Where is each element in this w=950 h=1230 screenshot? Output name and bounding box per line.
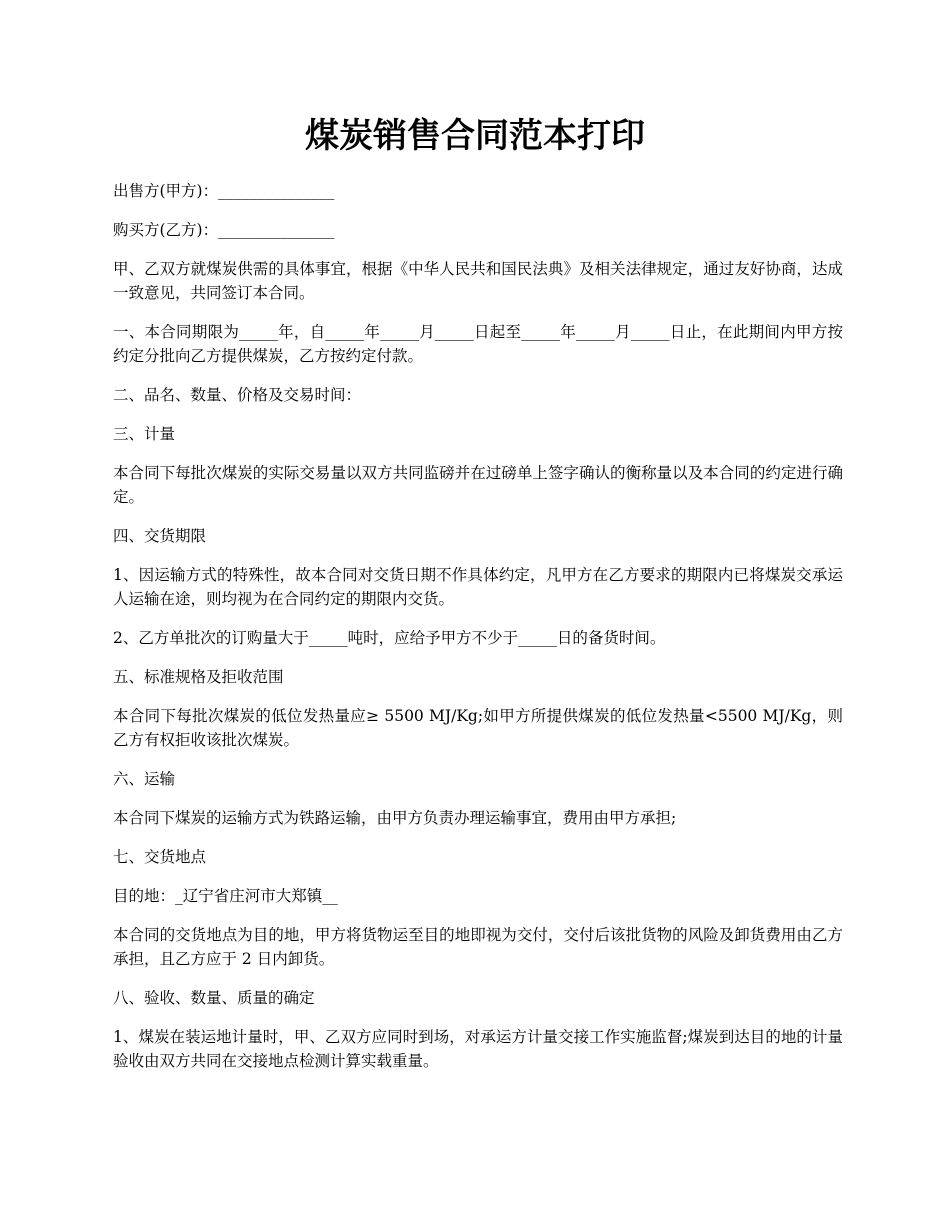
transport-paragraph: 本合同下煤炭的运输方式为铁路运输，由甲方负责办理运输事宜，费用由甲方承担; (113, 809, 677, 827)
buyer-line: 购买方(乙方)：_______________ (113, 221, 335, 239)
measurement-paragraph: 本合同下每批次煤炭的实际交易量以双方共同监磅并在过磅单上签字确认的衡称量以及本合同的约定进行确定。 (113, 464, 843, 506)
document-body (113, 179, 843, 1088)
preamble-paragraph: 甲、乙双方就煤炭供需的具体事宜，根据《中华人民共和国民法典》及相关法律规定，通过友好协商，达成一致意见，共同签订本合同。 (113, 260, 843, 302)
delivery-period-item-1: 1、因运输方式的特殊性，故本合同对交货日期不作具体约定，凡甲方在乙方要求的期限内已将煤炭交承运人运输在途，则均视为在合同约定的期限内交货。 (113, 566, 843, 608)
delivery-location-paragraph: 本合同的交货地点为目的地，甲方将货物运至目的地即视为交付，交付后该批货物的风险及卸货费用由乙方承担，且乙方应于 2 日内卸货。 (113, 926, 843, 968)
seller-line: 出售方(甲方)：_______________ (113, 182, 335, 200)
section-heading-standards: 五、标准规格及拒收范围 (113, 668, 284, 686)
section-heading-measurement: 三、计量 (113, 425, 176, 443)
destination-line: 目的地：_辽宁省庄河市大郑镇__ (113, 887, 338, 905)
delivery-period-item-2: 2、乙方单批次的订购量大于_____吨时，应给予甲方不少于_____日的备货时间。 (113, 629, 666, 647)
section-heading-transport: 六、运输 (113, 770, 176, 788)
document-title: 煤炭销售合同范本打印 (305, 116, 645, 156)
acceptance-item-1: 1、煤炭在装运地计量时，甲、乙双方应同时到场，对承运方计量交接工作实施监督;煤炭到达目的地的计量验收由双方共同在交接地点检测计算实载重量。 (113, 1028, 843, 1070)
section-heading-acceptance: 八、验收、数量、质量的确定 (113, 989, 315, 1007)
clause-term-paragraph: 一、本合同期限为_____年，自_____年_____月_____日起至_____年_____月_____日止，在此期间内甲方按约定分批向乙方提供煤炭，乙方按约定付款。 (113, 323, 843, 365)
section-heading-product: 二、品名、数量、价格及交易时间： (113, 386, 362, 404)
section-heading-delivery-period: 四、交货期限 (113, 527, 207, 545)
standards-paragraph: 本合同下每批次煤炭的低位发热量应≥ 5500 MJ/Kg;如甲方所提供煤炭的低位发热量<5500 MJ/Kg，则乙方有权拒收该批次煤炭。 (113, 707, 843, 749)
section-heading-delivery-location: 七、交货地点 (113, 848, 207, 866)
